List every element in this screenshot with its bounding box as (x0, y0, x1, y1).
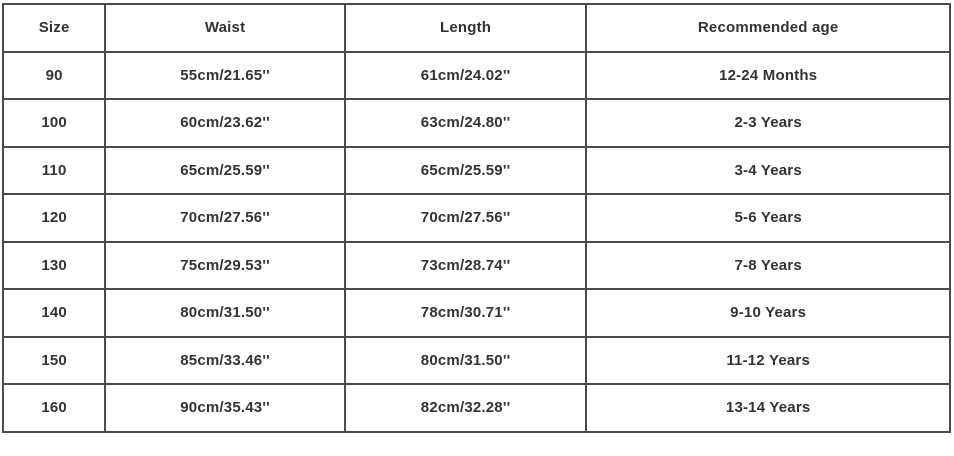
cell-recommended-age: 3-4 Years (586, 147, 950, 195)
size-chart-table (2, 3, 951, 433)
cell-waist: 80cm/31.50'' (105, 289, 345, 337)
table-row (3, 337, 950, 385)
table-row (3, 147, 950, 195)
cell-waist: 70cm/27.56'' (105, 194, 345, 242)
cell-waist: 90cm/35.43'' (105, 384, 345, 432)
cell-waist: 65cm/25.59'' (105, 147, 345, 195)
column-header-length: Length (345, 4, 586, 52)
table-row (3, 242, 950, 290)
cell-length: 63cm/24.80'' (345, 99, 586, 147)
cell-length: 78cm/30.71'' (345, 289, 586, 337)
cell-waist: 55cm/21.65'' (105, 52, 345, 100)
cell-recommended-age: 11-12 Years (586, 337, 950, 385)
cell-waist: 60cm/23.62'' (105, 99, 345, 147)
cell-length: 80cm/31.50'' (345, 337, 586, 385)
cell-length: 70cm/27.56'' (345, 194, 586, 242)
cell-length: 73cm/28.74'' (345, 242, 586, 290)
cell-recommended-age: 7-8 Years (586, 242, 950, 290)
table-row (3, 289, 950, 337)
cell-length: 61cm/24.02'' (345, 52, 586, 100)
cell-waist: 75cm/29.53'' (105, 242, 345, 290)
cell-recommended-age: 2-3 Years (586, 99, 950, 147)
cell-length: 82cm/32.28'' (345, 384, 586, 432)
table-row (3, 99, 950, 147)
cell-size: 140 (3, 289, 105, 337)
cell-recommended-age: 5-6 Years (586, 194, 950, 242)
table-row (3, 52, 950, 100)
cell-recommended-age: 9-10 Years (586, 289, 950, 337)
table-row (3, 384, 950, 432)
cell-length: 65cm/25.59'' (345, 147, 586, 195)
header-row (3, 4, 950, 52)
cell-size: 130 (3, 242, 105, 290)
column-header-recommended-age: Recommended age (586, 4, 950, 52)
cell-waist: 85cm/33.46'' (105, 337, 345, 385)
cell-size: 110 (3, 147, 105, 195)
cell-size: 120 (3, 194, 105, 242)
column-header-waist: Waist (105, 4, 345, 52)
cell-size: 90 (3, 52, 105, 100)
cell-recommended-age: 12-24 Months (586, 52, 950, 100)
cell-size: 160 (3, 384, 105, 432)
cell-recommended-age: 13-14 Years (586, 384, 950, 432)
cell-size: 150 (3, 337, 105, 385)
table-row (3, 194, 950, 242)
cell-size: 100 (3, 99, 105, 147)
column-header-size: Size (3, 4, 105, 52)
